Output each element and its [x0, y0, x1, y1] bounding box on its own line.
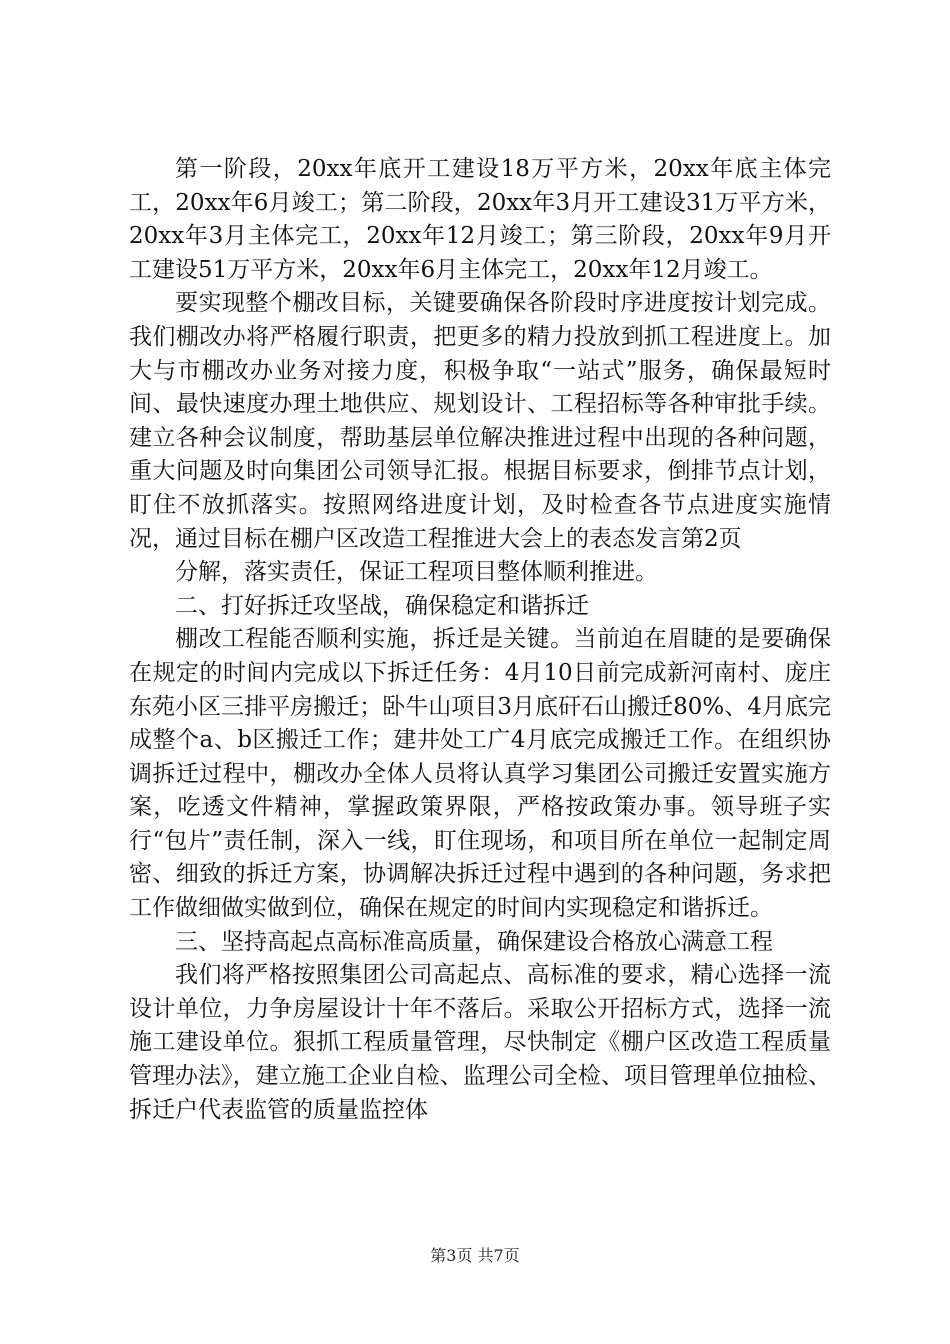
page-footer: 第3页 共7页 [430, 1246, 520, 1265]
paragraph-progress-control: 要实现整个棚改目标，关键要确保各阶段时序进度按计划完成。我们棚改办将严格履行职责，把更多的精力投放到抓工程进度上。加大与市棚改办业务对接力度，积极争取“一站式”服务，确保最短时间、最快速度办理土地供应、规划设计、工程招标等各种审批手续。建立各种会议制度，帮助基层单位解决推进过程中出现的各种问题，重大问题及时向集团公司领导汇报。根据目标要求，倒排节点计划，盯住不放抓落实。按照网络进度计划，及时检查各节点进度实施情况，通过目标在棚户区改造工程推进大会上的表态发言第2页 [129, 290, 831, 552]
document-body [129, 153, 831, 1127]
paragraph-quality: 我们将严格按照集团公司高起点、高标准的要求，精心选择一流设计单位，力争房屋设计十年不落后。采取公开招标方式，选择一流施工建设单位。狠抓工程质量管理，尽快制定《棚户区改造工程质量管理办法》，建立施工企业自检、监理公司全检、项目管理单位抽检、拆迁户代表监管的质量监控体 [129, 962, 831, 1123]
section-heading-quality: 三、坚持高起点高标准高质量，确保建设合格放心满意工程 [175, 928, 773, 955]
section-heading-demolition: 二、打好拆迁攻坚战，确保稳定和谐拆迁 [175, 592, 589, 619]
paragraph-responsibility: 分解，落实责任，保证工程项目整体顺利推进。 [175, 559, 658, 586]
paragraph-stage-schedule: 第一阶段，20xx年底开工建设18万平方米，20xx年底主体完工，20xx年6月竣工；第二阶段，20xx年3月开工建设31万平方米，20xx年3月主体完工，20xx年12月竣工；第三阶段，20xx年9月开工建设51万平方米，20xx年6月主体完工，20xx年12月竣工。 [129, 156, 831, 283]
paragraph-demolition: 棚改工程能否顺利实施，拆迁是关键。当前迫在眉睫的是要确保在规定的时间内完成以下拆迁任务：4月10日前完成新河南村、庞庄东苑小区三排平房搬迁；卧牛山项目3月底矸石山搬迁80%、4月底完成整个a、b区搬迁工作；建井处工广4月底完成搬迁工作。在组织协调拆迁过程中，棚改办全体人员将认真学习集团公司搬迁安置实施方案，吃透文件精神，掌握政策界限，严格按政策办事。领导班子实行“包片”责任制，深入一线，盯住现场，和项目所在单位一起制定周密、细致的拆迁方案，协调解决拆迁过程中遇到的各种问题，务求把工作做细做实做到位，确保在规定的时间内实现稳定和谐拆迁。 [129, 626, 831, 922]
